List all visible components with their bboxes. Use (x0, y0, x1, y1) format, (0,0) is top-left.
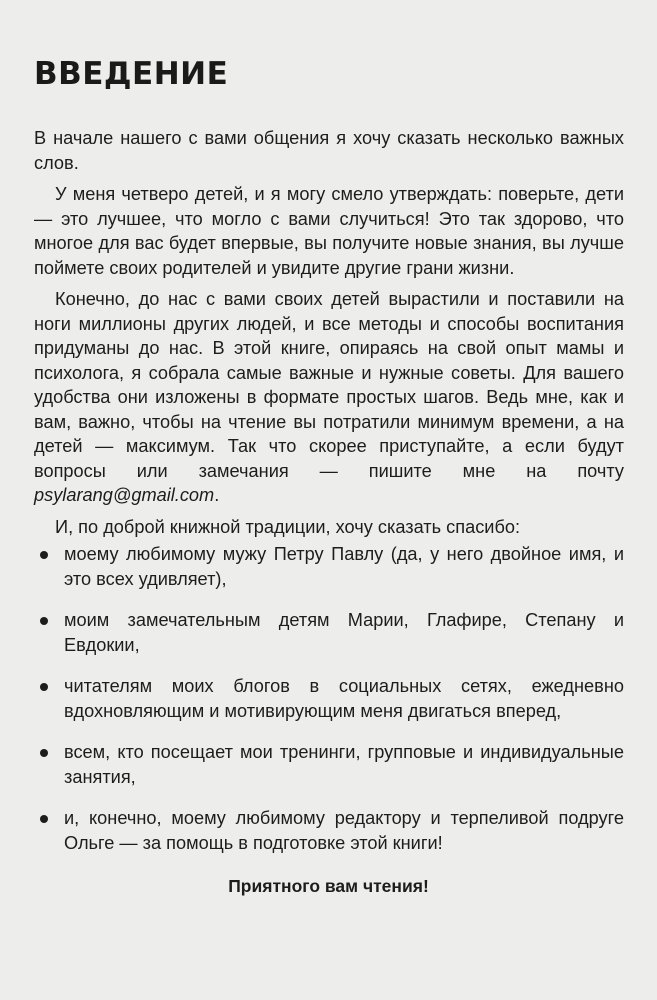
list-item-text: моим замечательным детям Марии, Глафире, Степану и Евдокии, (64, 610, 624, 655)
list-item (34, 674, 624, 723)
thanks-list (34, 542, 624, 855)
list-item (34, 740, 624, 789)
intro-paragraph: В начале нашего с вами общения я хочу сказать несколько важных слов. (34, 128, 624, 173)
list-item-text: всем, кто посещает мои тренинги, групповые и индивидуальные занятия, (64, 742, 624, 787)
children-paragraph: У меня четверо детей, и я могу смело утверждать: поверьте, дети — это лучшее, что могло с вами случиться! Это так здорово, что многое для вас будет впервые, вы получите новые знания, вы лучше поймете своих родителей и увидите другие грани жизни. (34, 184, 624, 278)
list-item (34, 608, 624, 657)
method-paragraph (34, 287, 624, 508)
bullet-icon (40, 815, 48, 823)
closing-line: Приятного вам чтения! (228, 876, 429, 896)
method-paragraph-end: . (214, 485, 220, 505)
list-item-text: и, конечно, моему любимому редактору и терпеливой подруге Ольге — за помощь в подготовке этой книги! (64, 808, 624, 853)
bullet-icon (40, 617, 48, 625)
bullet-icon (40, 551, 48, 559)
chapter-heading: ВВЕДЕНИЕ (34, 56, 229, 92)
list-item (34, 542, 624, 591)
list-item-text: читателям моих блогов в социальных сетях, ежедневно вдохновляющим и мотивирующим меня двигаться вперед, (64, 676, 624, 721)
bullet-icon (40, 683, 48, 691)
bullet-icon (40, 749, 48, 757)
chapter-body (34, 126, 624, 872)
method-paragraph-text: Конечно, до нас с вами своих детей вырастили и поставили на ноги миллионы других людей, и все методы и способы воспитания придуманы до нас. В этой книге, опираясь на свой опыт мамы и психолога, я собрала самые важные и нужные советы. Для вашего удобства они изложены в формате простых шагов. Ведь мне, как и вам, важно, чтобы на чтение вы потратили минимум времени, а на детей — максимум. Так что скорее приступайте, а если будут вопросы или замечания — пишите мне на почту (34, 289, 624, 481)
list-item-text: моему любимому мужу Петру Павлу (да, у него двойное имя, и это всех удивляет), (64, 544, 624, 589)
email-link[interactable]: psylarang@gmail.com (34, 485, 215, 505)
list-item (34, 806, 624, 855)
thanks-intro: И, по доброй книжной традиции, хочу сказать спасибо: (55, 516, 521, 537)
